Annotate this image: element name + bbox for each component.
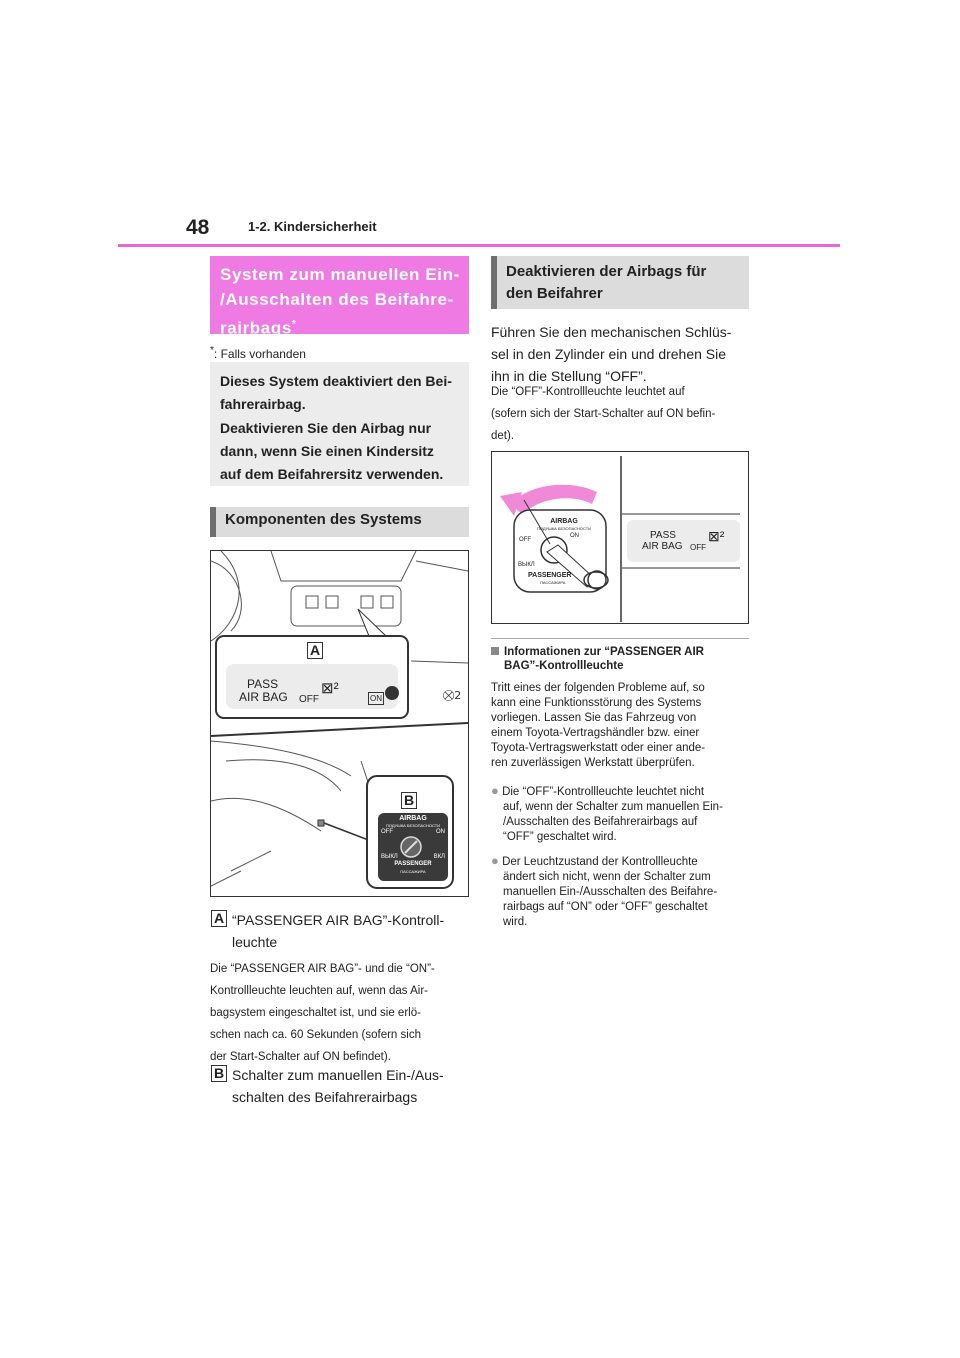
intro-p2: Deaktivieren Sie den Airbag nur dann, wenn Sie einen Kindersitz auf dem Beifahrersitz verwenden.: [220, 420, 444, 482]
bullet-dot-icon: ●: [491, 853, 499, 868]
bullet-1: ● Die “OFF”-Kontrollleuchte leuchtet nicht auf, wenn der Schalter zum manuellen Ein- /Ausschalten des Beifahrerairbags auf “OFF” geschaltet wird.: [491, 783, 723, 843]
header-rule: [118, 244, 840, 247]
pass-airbag-lamp-off: OFF: [690, 543, 706, 552]
lamp-label: PASS AIR BAG: [239, 677, 288, 704]
lamp-off: OFF: [299, 694, 319, 705]
key-switch-passenger: PASSENGER: [528, 572, 572, 579]
key-switch-figure: [491, 451, 749, 624]
intro-box: [210, 362, 469, 486]
deactivate-heading: Deaktivieren der Airbags für den Beifahrer: [491, 256, 749, 309]
section-title: 1-2. Kindersicherheit: [248, 219, 377, 234]
result-text: Die “OFF”-Kontrollleuchte leuchtet auf (sofern sich der Start-Schalter auf ON befin- det).: [491, 386, 716, 442]
key-switch-ru-bottom: ПАССАЖИРА: [540, 580, 566, 585]
airbag-on-icon: [385, 686, 399, 700]
key-switch-on: ON: [570, 533, 579, 539]
divider: [491, 638, 749, 639]
airbag-warning-icon: ⊠²: [321, 680, 339, 697]
key-switch-vykl: ВЫКЛ: [518, 562, 535, 568]
item-a-marker: A: [211, 910, 227, 927]
components-figure: [210, 550, 469, 897]
pass-airbag-lamp: PASS AIR BAG: [642, 530, 683, 552]
item-b-title: Schalter zum manuellen Ein-/Aus- schalten des Beifahrerairbags: [232, 1067, 444, 1105]
info-heading: Informationen zur “PASSENGER AIR BAG”-Kontrollleuchte: [491, 645, 704, 673]
bullet-2: ● Der Leuchtzustand der Kontrollleuchte ändert sich nicht, wenn der Schalter zum manuellen Ein-/Ausschalten des Beifahre- rairbags auf “ON” oder “OFF” geschaltet wird.: [491, 853, 718, 928]
key-switch-off: OFF: [519, 537, 531, 543]
key-switch-labels: AIRBAG ПОДУШКА БЕЗОПАСНОСТИ: [536, 518, 592, 531]
page-number: 48: [186, 216, 210, 239]
airbag-off-indicator-icon: ⊠²: [708, 528, 725, 544]
callout-b: B: [401, 792, 417, 809]
callout-a: A: [307, 642, 323, 659]
square-bullet-icon: [491, 647, 499, 655]
switch-labels: AIRBAG ПОДУШКА БЕЗОПАСНОСТИ OFF ON ВЫКЛ ВКЛ PASSENGER ПАССАЖИРА: [381, 815, 445, 874]
info-text: Tritt eines der folgenden Probleme auf, so kann eine Funktionsstörung des Systems vorliegen. Lassen Sie das Fahrzeug von einem Toyota-Vertragshändler bzw. einer Toyota-Vertragswerkstatt oder einer ande- ren zuverlässigen Werkstatt überprüfen.: [491, 682, 706, 769]
bullet-dot-icon: ●: [491, 783, 499, 798]
system-title-box: [210, 256, 469, 338]
system-title: System zum manuellen Ein- /Ausschalten des Beifahre- rairbags*: [220, 265, 460, 338]
airbag-off-icon: ⛒2: [443, 689, 462, 702]
item-a-title: “PASSENGER AIR BAG”-Kontroll- leuchte: [232, 912, 445, 950]
step-text: Führen Sie den mechanischen Schlüs- sel in den Zylinder ein und drehen Sie ihn in die Stellung “OFF”.: [491, 324, 732, 384]
intro-p1: Dieses System deaktiviert den Bei- fahrerairbag.: [220, 373, 452, 412]
item-b-marker: B: [211, 1065, 227, 1082]
lamp-on: ON: [370, 694, 382, 703]
item-a-description: Die “PASSENGER AIR BAG”- und die “ON”- Kontrollleuchte leuchten auf, wenn das Air- bagsystem eingeschaltet ist, und sie erlö- schen nach ca. 60 Sekunden (sofern sich der Start-Schalter auf ON befindet).: [210, 963, 435, 1063]
components-heading: Komponenten des Systems: [210, 507, 469, 537]
footnote: *: Falls vorhanden: [210, 345, 306, 361]
